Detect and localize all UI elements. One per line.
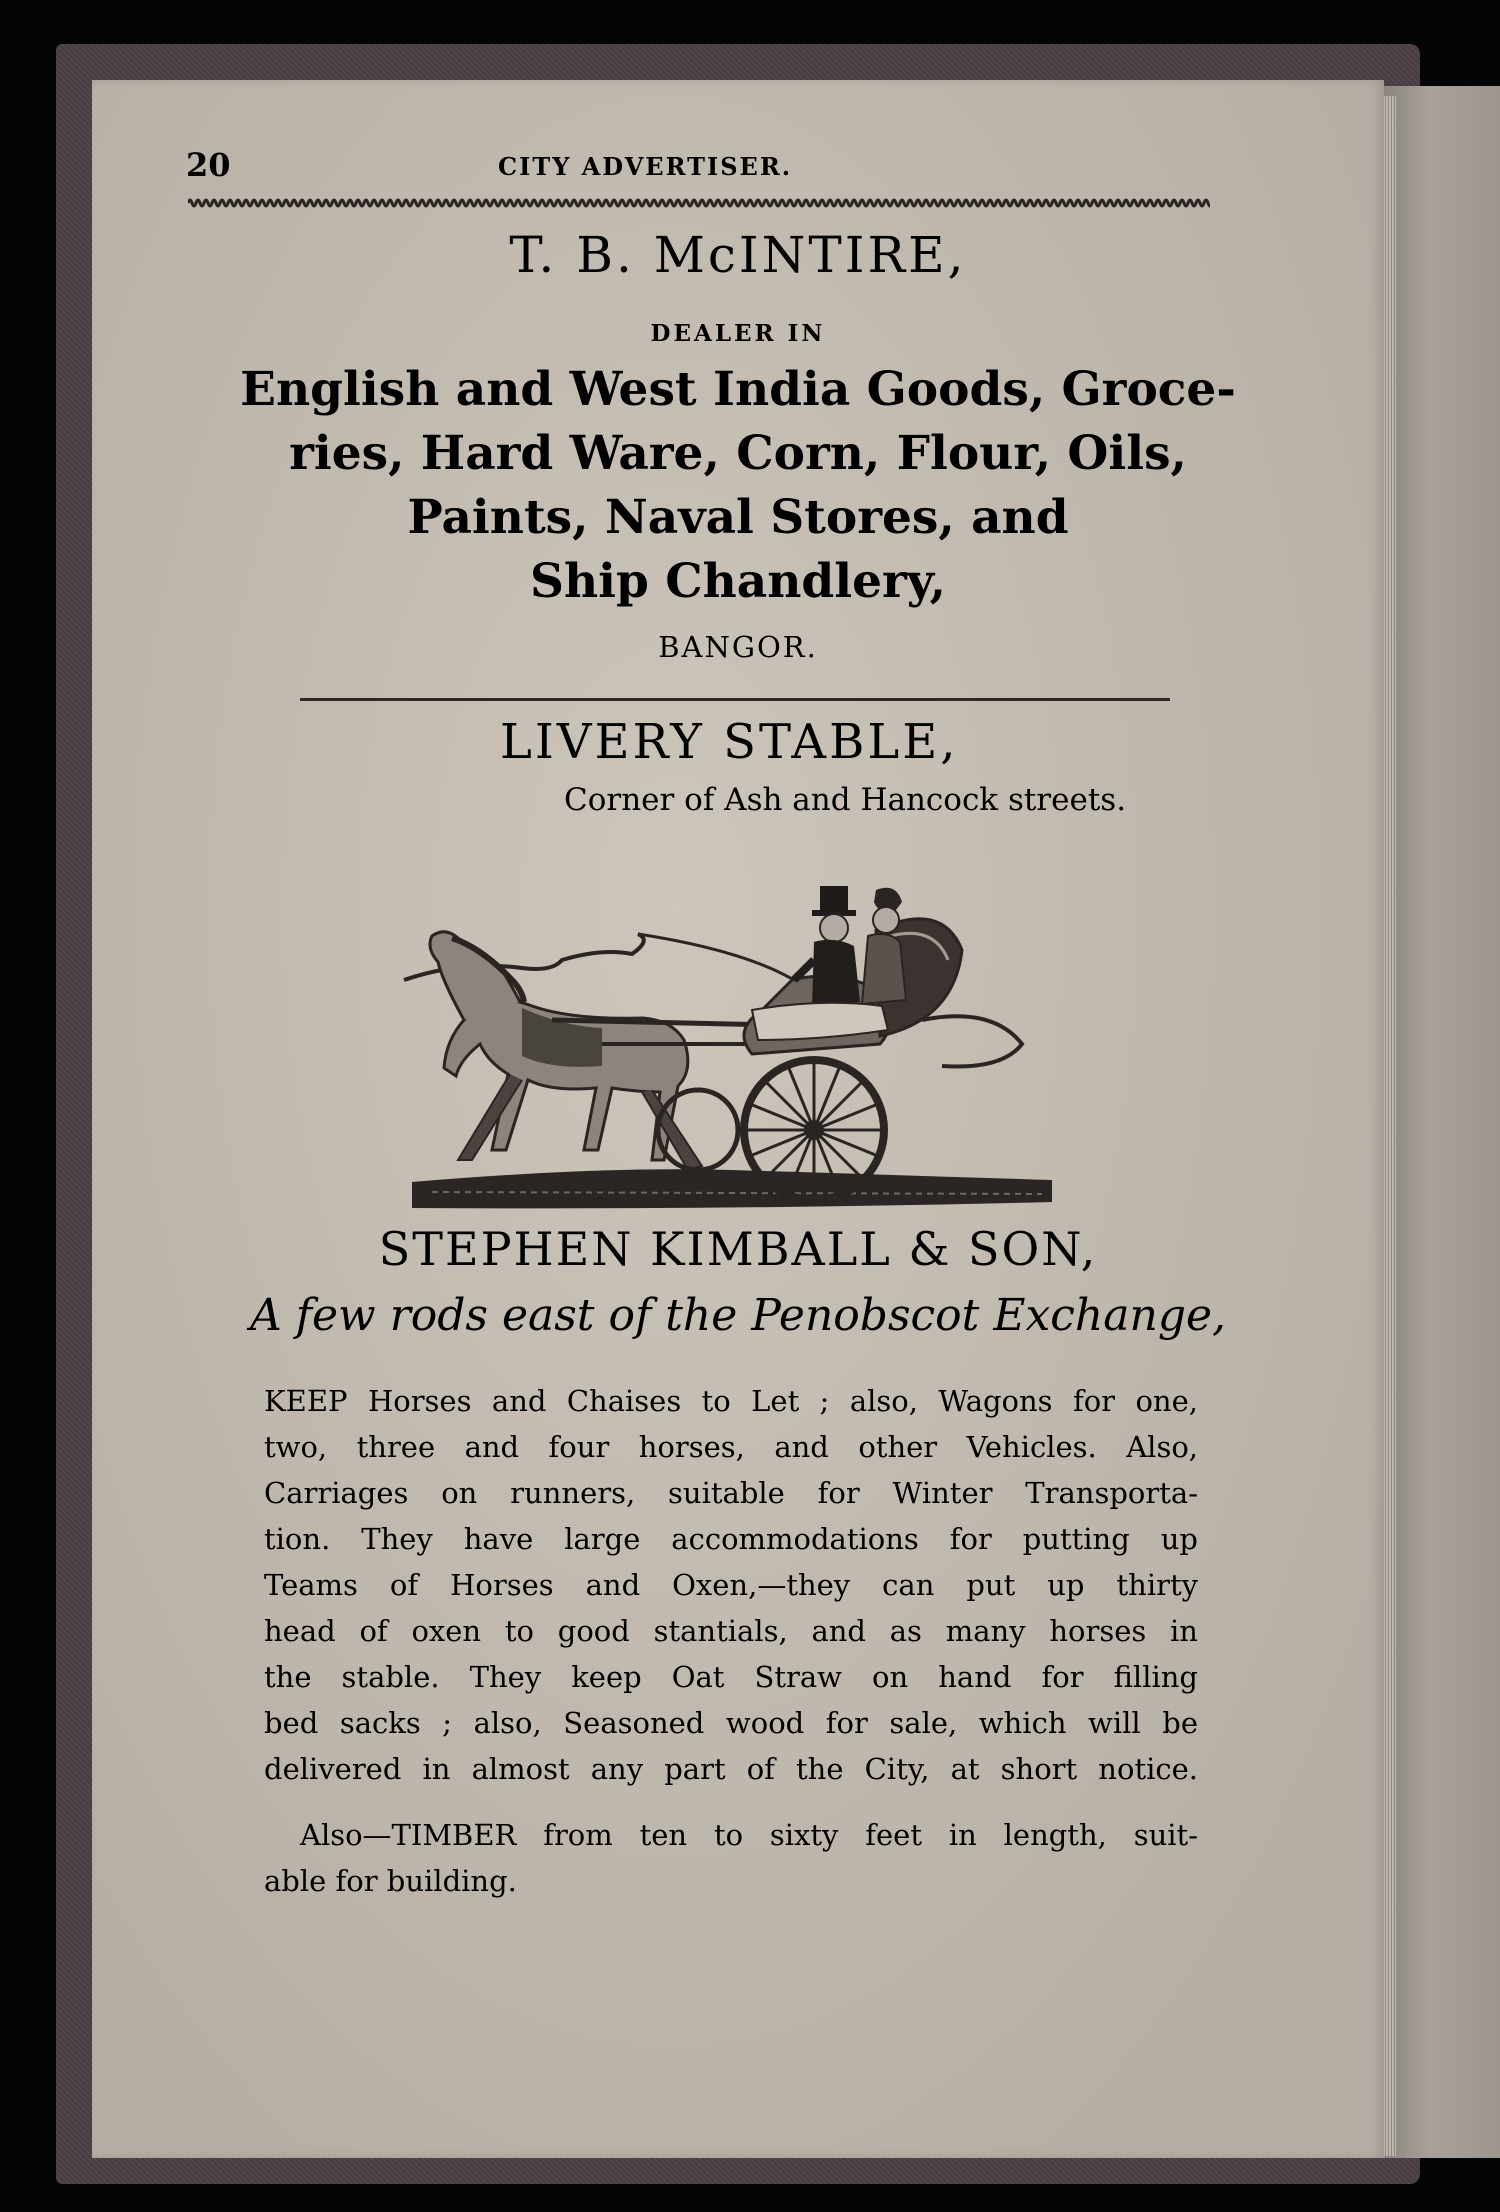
livery-address: Corner of Ash and Hancock streets. [564,782,1127,818]
body-text-line: two, three and four horses, and other Vehicles. Also, [264,1430,1198,1464]
goods-line: English and West India Goods, Groce- [240,362,1236,417]
goods-line: Ship Chandlery, [530,554,946,609]
timber-text-line: able for building. [264,1864,517,1898]
timber-text-line: Also—TIMBER from ten to sixty feet in length, suit- [300,1818,1198,1852]
wavy-rule [188,196,1210,210]
dealer-in-label: DEALER IN [650,320,826,347]
facing-page-edge [1384,86,1500,2158]
body-text-line: Carriages on runners, suitable for Winter Transporta- [264,1476,1198,1510]
town-name: BANGOR. [658,630,818,664]
livery-title: LIVERY STABLE, [500,714,959,770]
body-text-line: delivered in almost any part of the City, at short notice. [264,1752,1198,1786]
body-text-line: tion. They have large accommodations for putting up [264,1522,1198,1556]
body-text-line: the stable. They keep Oat Straw on hand for filling [264,1660,1198,1694]
body-text-line: Teams of Horses and Oxen,—they can put up thirty [264,1568,1198,1602]
horse-and-chaise-engraving-icon [402,830,1064,1230]
body-text-line: head of oxen to good stantials, and as many horses in [264,1614,1198,1648]
page-number: 20 [186,146,231,184]
mcintire-name: T. B. McINTIRE, [509,226,967,284]
body-text-line: bed sacks ; also, Seasoned wood for sale, which will be [264,1706,1198,1740]
goods-line: ries, Hard Ware, Corn, Flour, Oils, [289,426,1187,481]
proprietor-name: STEPHEN KIMBALL & SON, [378,1222,1098,1276]
running-title: CITY ADVERTISER. [498,152,793,181]
proprietor-location: A few rods east of the Penobscot Exchange, [249,1290,1227,1341]
body-text-line: KEEP Horses and Chaises to Let ; also, Wagons for one, [264,1384,1198,1418]
section-rule [300,698,1170,701]
goods-line: Paints, Naval Stores, and [407,490,1069,545]
